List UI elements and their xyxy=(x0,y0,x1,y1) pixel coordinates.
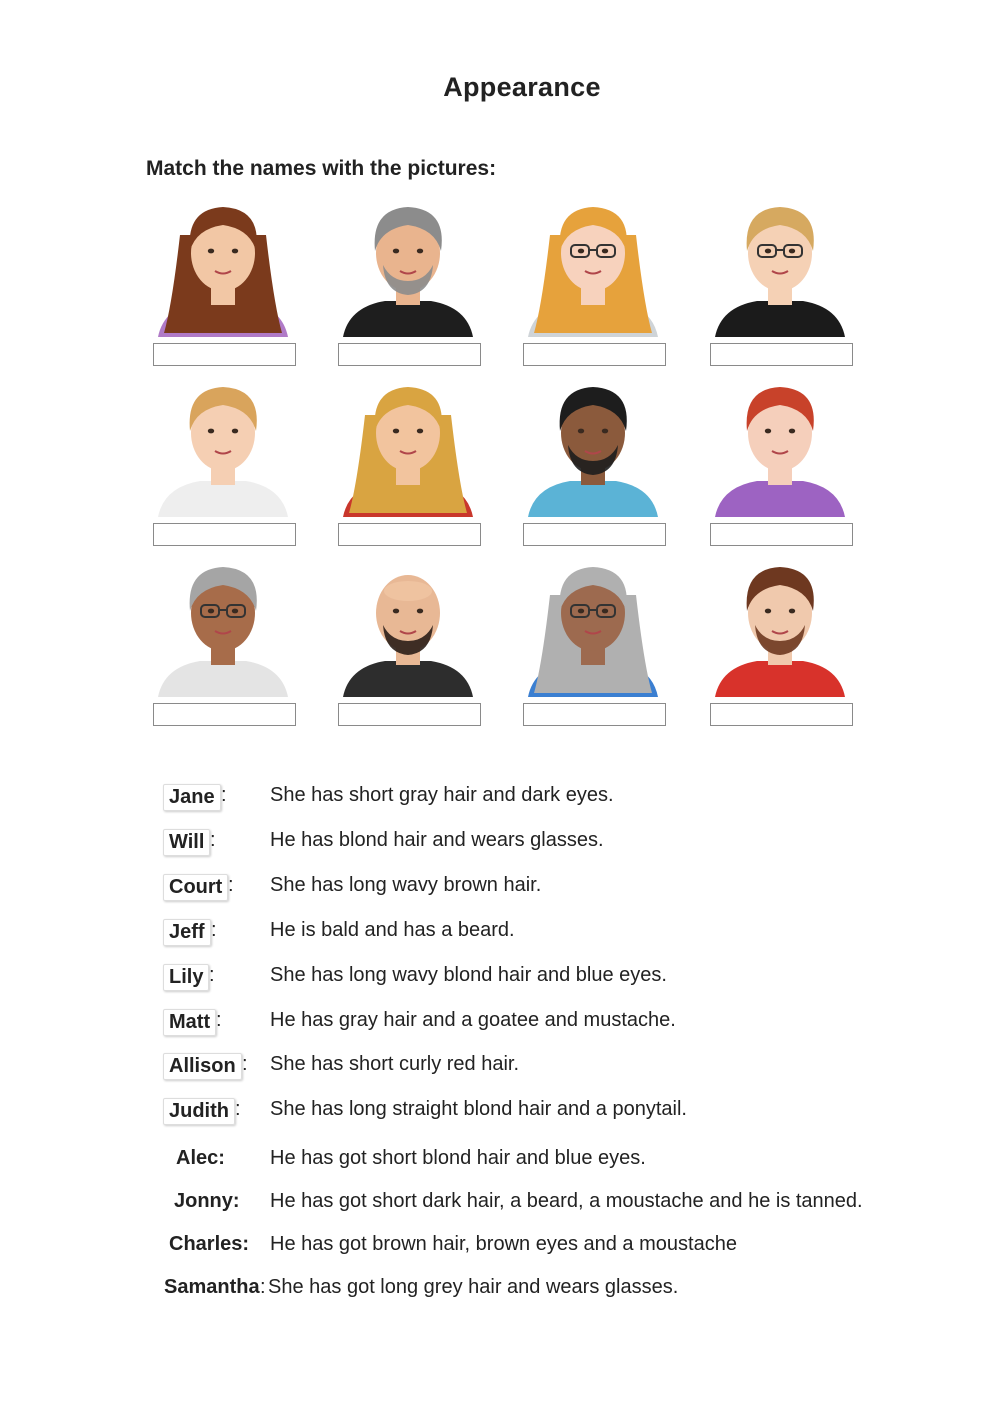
name-colon: : xyxy=(242,1053,248,1075)
appearance-description: He has gray hair and a goatee and mustache. xyxy=(270,1009,676,1031)
answer-box[interactable] xyxy=(338,343,481,366)
page-title: Appearance xyxy=(443,72,601,102)
answer-box[interactable] xyxy=(710,703,853,726)
portrait-cell xyxy=(150,375,310,560)
person-name: Allison xyxy=(163,1053,242,1080)
name-colon: : xyxy=(235,1098,241,1120)
portrait-cell xyxy=(335,555,495,740)
appearance-description: She has long wavy blond hair and blue eyes. xyxy=(270,964,667,986)
woman-short-gray-hair-glasses-icon xyxy=(150,555,296,697)
name-colon: : xyxy=(210,829,216,851)
person-name: Will xyxy=(163,829,210,856)
name-colon: : xyxy=(216,1009,222,1031)
portrait-cell xyxy=(707,555,867,740)
name-colon: : xyxy=(260,1276,266,1298)
answer-box[interactable] xyxy=(523,343,666,366)
portrait-cell xyxy=(150,555,310,740)
man-short-blond-hair-icon xyxy=(150,375,296,517)
man-bald-beard-icon xyxy=(335,555,481,697)
appearance-description: He has blond hair and wears glasses. xyxy=(270,829,604,851)
portrait-cell xyxy=(335,375,495,560)
answer-box[interactable] xyxy=(338,523,481,546)
portrait-cell xyxy=(520,375,680,560)
appearance-description: She has short curly red hair. xyxy=(270,1053,520,1075)
portrait-cell xyxy=(707,375,867,560)
answer-box[interactable] xyxy=(710,523,853,546)
instruction: Match the names with the pictures: xyxy=(146,157,497,180)
woman-blond-ponytail-glasses-icon xyxy=(520,195,666,337)
portrait-cell xyxy=(707,195,867,380)
man-blond-glasses-suit-icon xyxy=(707,195,853,337)
person-name: Jeff xyxy=(163,919,211,946)
person-name: Matt xyxy=(163,1009,216,1036)
answer-box[interactable] xyxy=(710,343,853,366)
portrait-cell xyxy=(520,195,680,380)
man-gray-hair-goatee-icon xyxy=(335,195,481,337)
man-brown-hair-moustache-icon xyxy=(707,555,853,697)
person-name: Lily xyxy=(163,964,209,991)
appearance-description: She has got long grey hair and wears glasses. xyxy=(268,1276,679,1298)
appearance-description: He has got short dark hair, a beard, a moustache and he is tanned. xyxy=(270,1190,863,1212)
answer-box[interactable] xyxy=(338,703,481,726)
answer-box[interactable] xyxy=(523,703,666,726)
person-name: Samantha xyxy=(164,1276,260,1298)
person-name: Jonny: xyxy=(174,1190,240,1212)
appearance-description: He has got short blond hair and blue eyes. xyxy=(270,1147,646,1169)
woman-long-gray-hair-glasses-icon xyxy=(520,555,666,697)
person-name: Jane xyxy=(163,784,221,811)
person-name: Court xyxy=(163,874,228,901)
man-dark-skin-beard-icon xyxy=(520,375,666,517)
woman-long-wavy-brown-hair-icon xyxy=(150,195,296,337)
name-colon: : xyxy=(211,919,217,941)
name-colon: : xyxy=(228,874,234,896)
portrait-cell xyxy=(335,195,495,380)
name-colon: : xyxy=(209,964,215,986)
answer-box[interactable] xyxy=(153,343,296,366)
person-name: Judith xyxy=(163,1098,235,1125)
woman-short-curly-red-hair-icon xyxy=(707,375,853,517)
portrait-cell xyxy=(520,555,680,740)
appearance-description: She has long wavy brown hair. xyxy=(270,874,542,896)
appearance-description: She has long straight blond hair and a ponytail. xyxy=(270,1098,687,1120)
answer-box[interactable] xyxy=(153,523,296,546)
portrait-cell xyxy=(150,195,310,380)
answer-box[interactable] xyxy=(153,703,296,726)
appearance-description: She has short gray hair and dark eyes. xyxy=(270,784,614,806)
woman-long-wavy-blond-hair-icon xyxy=(335,375,481,517)
appearance-description: He is bald and has a beard. xyxy=(270,919,515,941)
appearance-description: He has got brown hair, brown eyes and a moustache xyxy=(270,1233,737,1255)
name-colon: : xyxy=(221,784,227,806)
person-name: Charles: xyxy=(169,1233,250,1255)
answer-box[interactable] xyxy=(523,523,666,546)
person-name: Alec: xyxy=(176,1147,225,1169)
